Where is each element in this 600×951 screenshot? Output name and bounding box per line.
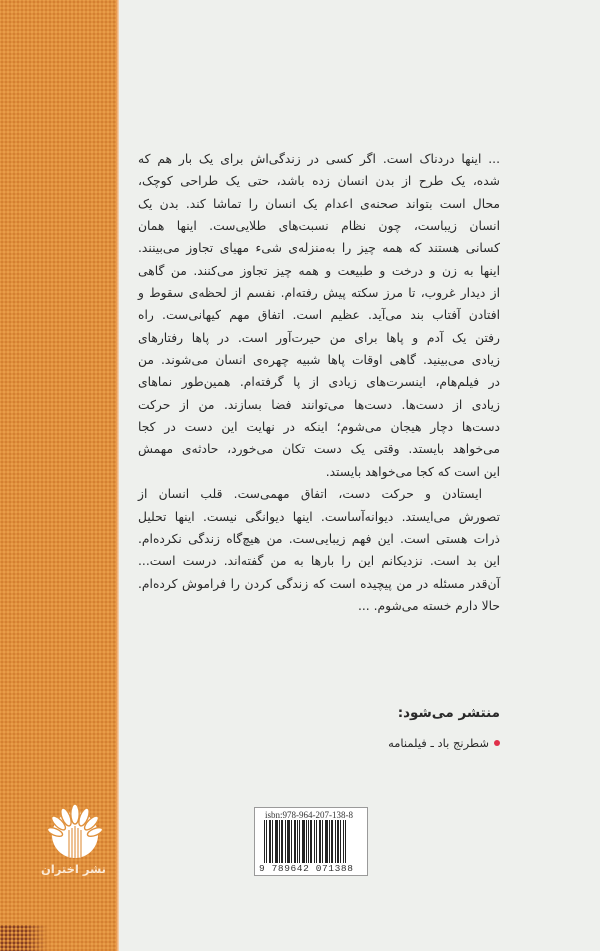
publisher-name: نشر اختران [40,862,106,876]
blurb-line: محال است بتواند صحنه‌ی اعدام یک انسان را تماشا کند. بدن یک [138,196,500,211]
blurb-line: زیادی می‌بینید. گاهی اوقات پاها شبیه چهره‌ی انسان می‌شوند. من [138,353,500,368]
blurb-line: حالا دارم خسته می‌شوم. ... [357,598,500,613]
blurb-line: از دیدار غروب، تا مرز سکته پیش رفته‌ام. نفسم از لحظه‌ی سقوط و [138,286,500,301]
blurb-line: در فیلم‌هام، اینسرت‌های زیادی از پا گرفته‌ام. همین‌طور نماهای [138,375,500,390]
blurb-line: این بد است. نزدیکانم این را بارها به من گفته‌اند. درست است... [138,554,500,569]
blurb-line: ذرات هستی است. این فهم زیبایی‌ست. من هیچ‌گاه زندگی نکرده‌ام. [138,531,500,546]
blurb-paragraph-1 [138,148,500,483]
blurb-line: کسانی هستند که همه چیز را به‌منزله‌ی شیء مهیای تجاوز می‌بینند. [138,241,500,256]
forthcoming-heading: منتشر می‌شود: [397,705,500,721]
blurb-line: می‌خواهد بایستد. وقتی یک دست تکان می‌خورد، حادثه‌ی مهمش [138,442,500,457]
blurb-line: این است که کجا می‌خواهد بایستد. [325,464,500,479]
blurb-line: ... اینها دردناک است. اگر کسی در زندگی‌اش برای یک بار هم که [138,152,500,166]
blurb-line: ایستادن و حرکت دست، اتفاق مهمی‌ست. قلب انسان از [138,487,482,502]
blurb-line: اینها به زن و درخت و طبیعت و همه چیز تجاوز می‌کنند. من گاهی [138,263,500,278]
isbn-barcode [254,807,368,876]
blurb-paragraph-2 [138,483,500,617]
tree-shell-logo-icon [44,802,106,860]
isbn-label: isbn:978-964-207-138-8 [265,810,353,820]
blurb-text [138,148,500,617]
blurb-line: شده، یک طرح از بدن انسان زده باشد، حتی یک طراحی کوچک، [138,174,500,189]
blurb-line: افتادن آفتاب بند می‌آید. عظیم است. اتفاق مهم کیهانی‌ست. راه [138,308,500,323]
blurb-line: تصورش می‌ایستد. دیوانه‌آساست. اینها دیوانگی نیست. اینها تحلیل [138,509,500,524]
strip-edge [116,0,119,951]
blurb-line: دست‌ها دچار هیجان می‌شوم؛ اینکه در نهایت این دست در کجا [138,420,500,435]
bullet-icon [494,740,500,746]
blurb-line: آن‌قدر مسئله در من پیچیده است که زندگی کردن را فراموش کرده‌ام. [138,576,500,591]
blurb-line: رفتن یک آدم و پاها برای من حیرت‌آور است. در پاها رفتارهای [138,330,500,345]
forthcoming-item-label: شطرنج باد ـ فیلمنامه [388,736,489,750]
brown-halftone-patch [0,925,48,951]
forthcoming-item [388,736,500,750]
publisher-logo [40,802,106,886]
barcode-digits: 9 789642 071388 [259,863,354,874]
blurb-line: انسان زیباست، چون نظام نسبت‌های طلایی‌ست. اینها همان [138,219,500,234]
barcode-bars [264,820,362,866]
blurb-line: زیادی از دست‌ها. دست‌ها می‌توانند فضا بسازند. من از حرکت [138,397,500,412]
